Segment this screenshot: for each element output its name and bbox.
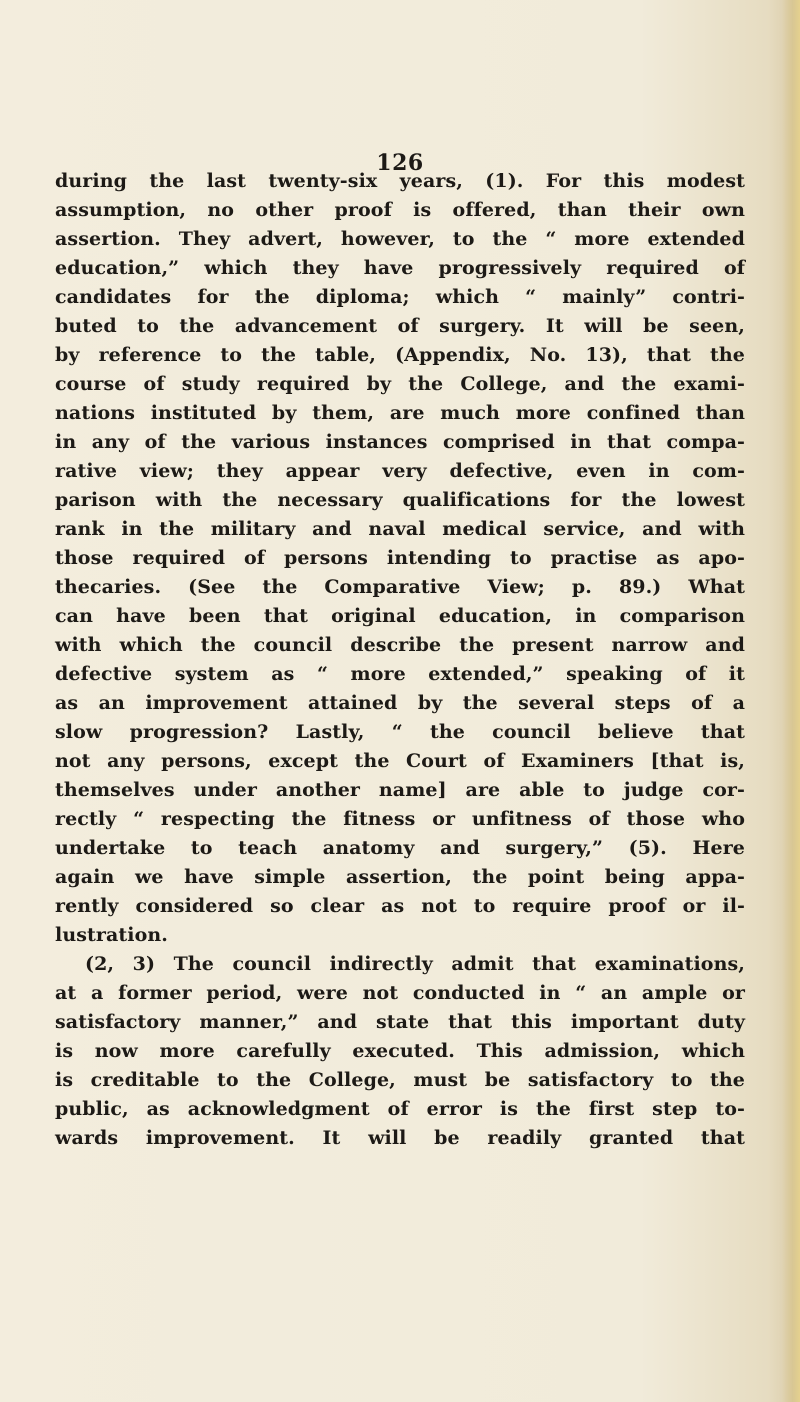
text-line: satisfactory manner,” and state that this important duty xyxy=(55,1011,745,1033)
text-line: with which the council describe the present narrow and xyxy=(55,634,745,656)
text-line: is creditable to the College, must be satisfactory to the xyxy=(55,1069,745,1091)
text-line: as an improvement attained by the several steps of a xyxy=(55,692,745,714)
text-line: again we have simple assertion, the point being appa- xyxy=(55,866,745,888)
text-line: course of study required by the College, and the exami- xyxy=(55,373,745,395)
text-line: education,” which they have progressively required of xyxy=(55,257,745,279)
text-line: rently considered so clear as not to require proof or il- xyxy=(55,895,745,917)
text-line: by reference to the table, (Appendix, No. 13), that the xyxy=(55,344,745,366)
text-line: undertake to teach anatomy and surgery,” (5). Here xyxy=(55,837,745,859)
text-line: can have been that original education, in comparison xyxy=(55,605,745,627)
text-line: nations instituted by them, are much more confined than xyxy=(55,402,745,424)
text-line: candidates for the diploma; which “ mainly” contri- xyxy=(55,286,745,308)
text-line: rectly “ respecting the fitness or unfitness of those who xyxy=(55,808,745,830)
text-line: in any of the various instances comprised in that compa- xyxy=(55,431,745,453)
text-line: rank in the military and naval medical service, and with xyxy=(55,518,745,540)
text-line: defective system as “ more extended,” speaking of it xyxy=(55,663,745,685)
text-line: at a former period, were not conducted in “ an ample or xyxy=(55,982,745,1004)
page-number: 126 xyxy=(376,150,424,176)
text-line: during the last twenty-six years, (1). For this modest xyxy=(55,170,745,192)
text-line: public, as acknowledgment of error is the first step to- xyxy=(55,1098,745,1120)
text-line: buted to the advancement of surgery. It will be seen, xyxy=(55,315,745,337)
body-text xyxy=(55,167,745,1153)
text-line: parison with the necessary qualifications for the lowest xyxy=(55,489,745,511)
text-line: thecaries. (See the Comparative View; p. 89.) What xyxy=(55,576,745,598)
page-edge-shadow xyxy=(782,0,800,1402)
text-line: wards improvement. It will be readily granted that xyxy=(55,1127,745,1149)
text-line: assumption, no other proof is offered, than their own xyxy=(55,199,745,221)
text-line: (2, 3) The council indirectly admit that examinations, xyxy=(85,953,745,975)
text-line: those required of persons intending to practise as apo- xyxy=(55,547,745,569)
text-line: lustration. xyxy=(55,924,169,946)
text-line: assertion. They advert, however, to the “ more extended xyxy=(55,228,745,250)
text-line: themselves under another name] are able to judge cor- xyxy=(55,779,745,801)
text-line: slow progression? Lastly, “ the council believe that xyxy=(55,721,745,743)
text-line: is now more carefully executed. This admission, which xyxy=(55,1040,745,1062)
text-line: rative view; they appear very defective, even in com- xyxy=(55,460,745,482)
text-line: not any persons, except the Court of Examiners [that is, xyxy=(55,750,745,772)
